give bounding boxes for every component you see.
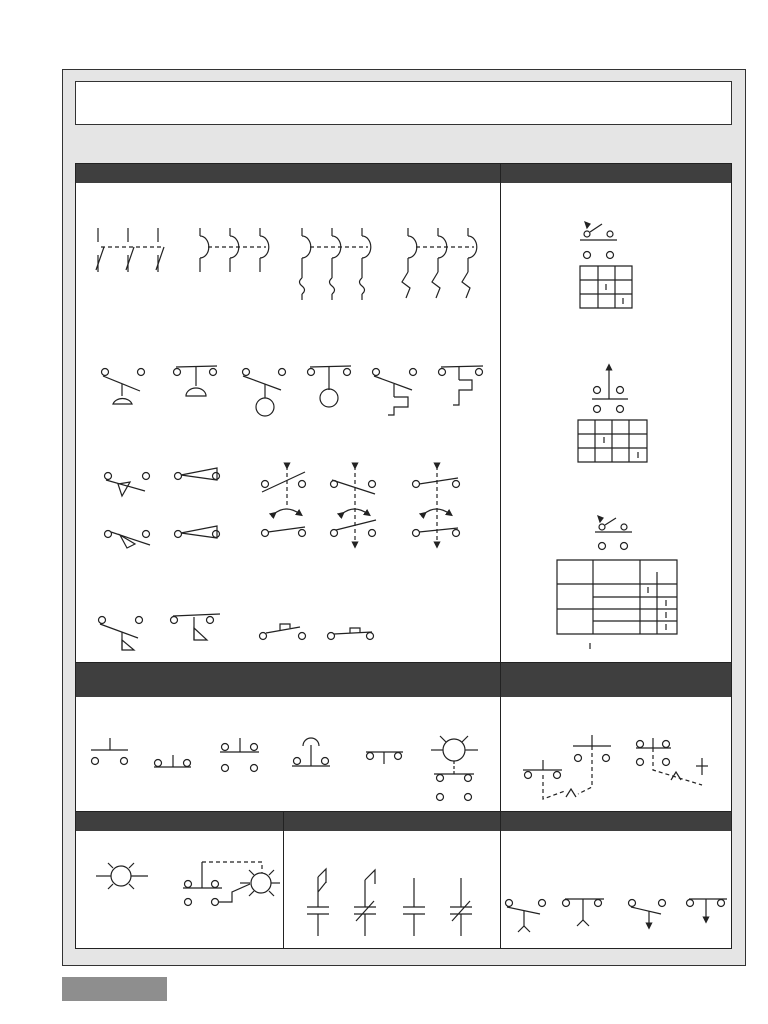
circuit-breaker-magnetic-icon [402, 228, 477, 298]
mushroom-head-icon [292, 738, 330, 766]
float-switch-no-icon [243, 369, 286, 417]
footer-tab [62, 977, 167, 1001]
float-switch-nc-icon [308, 366, 352, 407]
circuit-interrupter-icon [200, 228, 269, 272]
foot-switch-nc-icon [439, 366, 484, 405]
pressure-switch-no-icon [102, 369, 145, 405]
push-to-test-pilot-light-icon [183, 862, 280, 906]
maintained-contact-icon [366, 752, 403, 764]
illuminated-pushbutton-icon [431, 736, 478, 801]
disconnect-switch-icon [96, 228, 164, 272]
temperature-switch-icon [175, 468, 220, 538]
pressure-switch-nc-icon [174, 366, 218, 396]
contact-nc-icon [354, 870, 376, 936]
limit-switch-icon [99, 614, 221, 650]
foot-switch-no-icon [373, 369, 417, 416]
joystick-switch-icon [262, 466, 460, 545]
pushbutton-no-icon [91, 738, 128, 765]
pilot-light-icon [96, 863, 148, 889]
circuit-breaker-thermal-icon [300, 228, 371, 300]
mechanical-interlock-icon [523, 735, 708, 799]
pushbutton-double-icon [220, 738, 259, 772]
timed-switch-no-icon [506, 899, 728, 932]
timed-contact-icon [403, 878, 472, 936]
pushbutton-nc-icon [154, 755, 191, 767]
contact-no-icon [307, 869, 329, 936]
selector-switch-table-icon [557, 222, 677, 649]
flow-switch-icon [105, 473, 151, 549]
toggle-switch-icon [260, 624, 374, 640]
